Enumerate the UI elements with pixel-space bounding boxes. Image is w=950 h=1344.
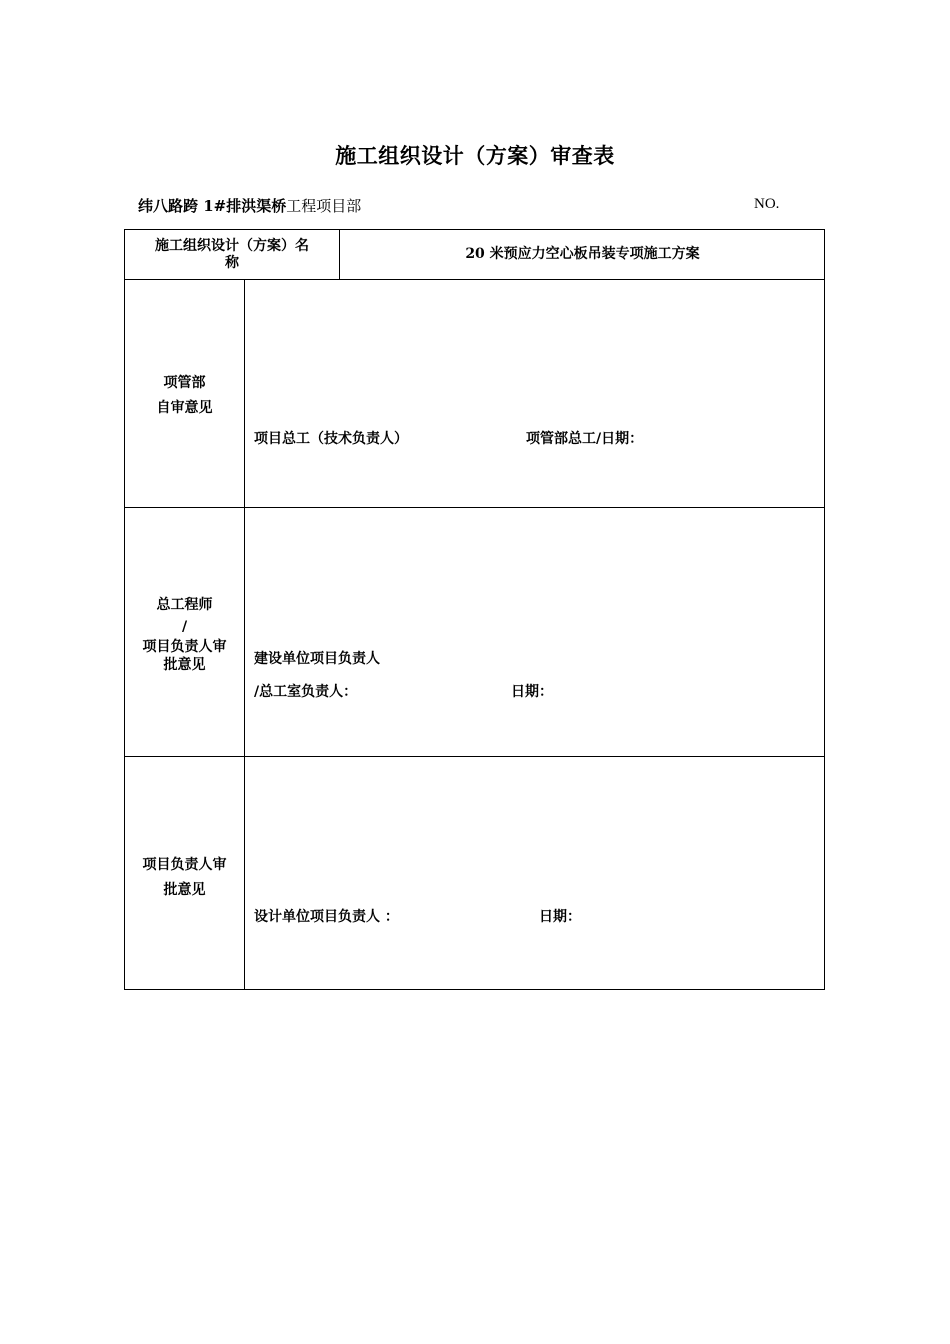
section3-label-line2: 批意见 bbox=[163, 882, 206, 898]
project-dept-review-label bbox=[125, 371, 244, 421]
section2-label-line2: / bbox=[181, 619, 188, 635]
section2-label-line4: 批意见 bbox=[163, 657, 206, 673]
project-department-suffix: 工程项目部 bbox=[286, 197, 362, 215]
plan-name-label-line1: 施工组织设计（方案）名 bbox=[155, 238, 309, 254]
chief-engineer-review-label bbox=[125, 594, 244, 674]
section3-date-label: 日期： bbox=[539, 909, 581, 925]
section2-signer-line1: 建设单位项目负责人 bbox=[254, 651, 380, 667]
section2-signer-line2: /总工室负责人： bbox=[254, 684, 358, 700]
section3-label-line1: 项目负责人审 bbox=[142, 857, 227, 873]
plan-name-value: 20 米预应力空心板吊装专项施工方案 bbox=[465, 246, 700, 262]
section1-label-line2: 自审意见 bbox=[156, 400, 213, 416]
section1-date-label: 项管部总工/日期： bbox=[526, 431, 644, 447]
label-column-divider bbox=[244, 279, 245, 990]
row-divider-3 bbox=[125, 756, 824, 757]
plan-name-label-line2: 称 bbox=[225, 255, 239, 271]
document-title: 施工组织设计（方案）审查表 bbox=[335, 143, 615, 168]
section1-signer-label: 项目总工（技术负责人） bbox=[254, 431, 408, 447]
section3-signer-label: 设计单位项目负责人 ： bbox=[254, 909, 399, 925]
document-number-label: NO. bbox=[754, 196, 780, 212]
project-name: 纬八路跨 1#排洪渠桥 bbox=[138, 197, 287, 215]
section2-label-line3: 项目负责人审 bbox=[142, 639, 227, 655]
project-leader-review-label bbox=[125, 853, 244, 903]
section2-label-line1: 总工程师 bbox=[156, 597, 213, 613]
project-department-line bbox=[138, 195, 361, 216]
section1-label-line1: 项管部 bbox=[163, 375, 206, 391]
plan-name-label bbox=[125, 238, 339, 272]
row-divider-1 bbox=[125, 279, 824, 280]
section2-date-label: 日期： bbox=[511, 684, 553, 700]
review-form-table bbox=[124, 229, 825, 990]
row-divider-2 bbox=[125, 507, 824, 508]
